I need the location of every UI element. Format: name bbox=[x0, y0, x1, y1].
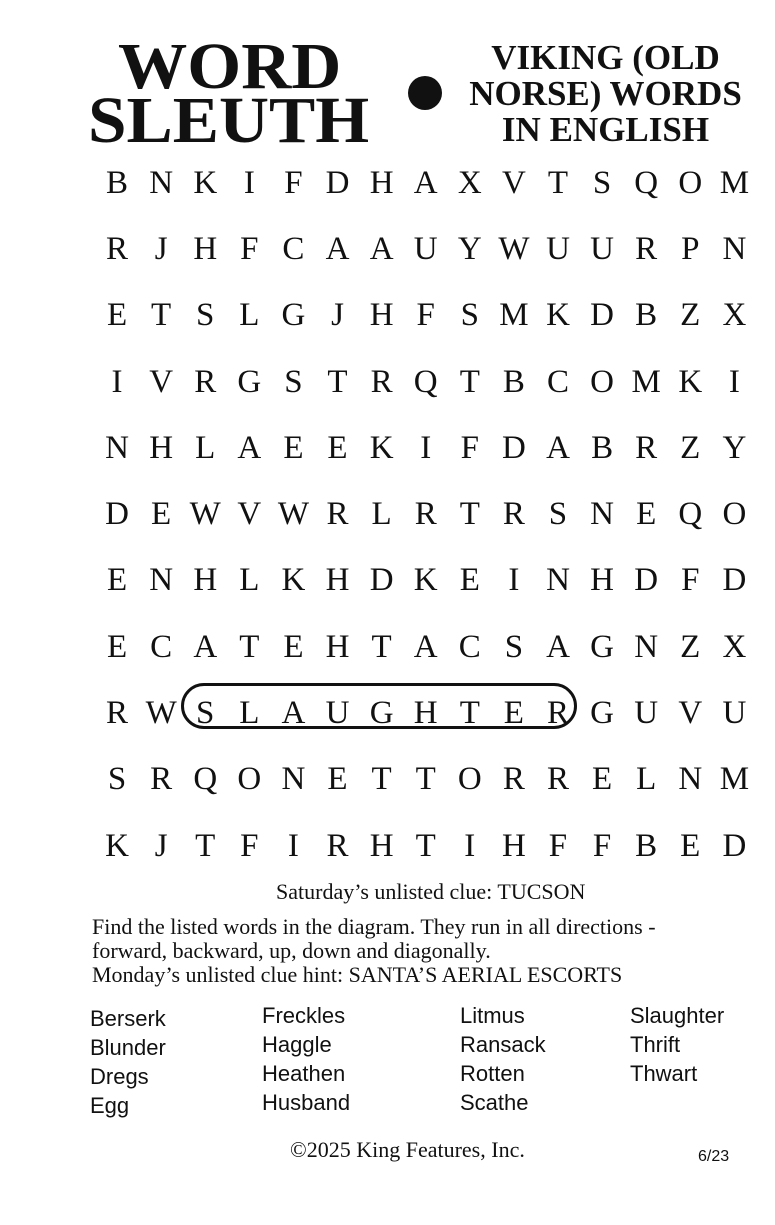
grid-cell[interactable]: H bbox=[193, 562, 218, 599]
grid-cell[interactable]: H bbox=[590, 562, 614, 599]
grid-cell[interactable]: Q bbox=[413, 363, 438, 400]
grid-cell[interactable]: G bbox=[590, 695, 614, 732]
grid-cell[interactable]: C bbox=[282, 230, 305, 267]
grid-row bbox=[95, 747, 757, 813]
grid-cell[interactable]: B bbox=[106, 164, 129, 201]
grid-cell[interactable]: S bbox=[592, 164, 612, 201]
instructions bbox=[92, 915, 752, 987]
grid-cell[interactable]: F bbox=[416, 297, 435, 334]
grid-cell[interactable]: O bbox=[722, 496, 747, 533]
grid-cell[interactable]: D bbox=[501, 429, 526, 466]
grid-cell[interactable]: E bbox=[459, 562, 480, 599]
grid-cell[interactable]: A bbox=[413, 164, 438, 201]
word-list-column-4 bbox=[630, 1001, 724, 1088]
subtitle-line-2: NORSE) WORDS bbox=[469, 74, 742, 113]
grid-cell[interactable]: B bbox=[502, 363, 525, 400]
title-line-2: SLEUTH bbox=[88, 84, 370, 157]
grid-cell[interactable]: R bbox=[326, 827, 349, 864]
grid-cell[interactable]: V bbox=[237, 496, 262, 533]
grid-cell[interactable]: K bbox=[105, 827, 129, 864]
grid-cell[interactable]: E bbox=[283, 429, 304, 466]
grid-cell[interactable]: I bbox=[464, 827, 476, 864]
grid-row bbox=[95, 150, 757, 216]
grid-cell[interactable]: F bbox=[284, 164, 303, 201]
grid-cell[interactable]: L bbox=[636, 761, 657, 798]
grid-cell[interactable]: C bbox=[458, 628, 481, 665]
grid-row bbox=[95, 614, 757, 680]
instructions-line-1: Find the listed words in the diagram. They run in all directions - bbox=[92, 914, 656, 939]
grid-cell[interactable]: K bbox=[369, 429, 394, 466]
grid-cell[interactable]: N bbox=[634, 628, 659, 665]
grid-cell[interactable]: S bbox=[460, 297, 479, 334]
grid-cell[interactable]: D bbox=[722, 827, 747, 864]
grid-cell[interactable]: J bbox=[154, 230, 168, 267]
grid-cell[interactable]: W bbox=[145, 695, 177, 732]
monday-clue: Monday’s unlisted clue hint: SANTA’S AERIAL ESCORTS bbox=[92, 962, 623, 987]
grid-cell[interactable]: C bbox=[546, 363, 569, 400]
grid-cell[interactable]: G bbox=[590, 628, 614, 665]
grid-cell[interactable]: U bbox=[722, 695, 747, 732]
grid-cell[interactable]: N bbox=[722, 230, 747, 267]
grid-cell[interactable]: X bbox=[722, 628, 747, 665]
grid-cell[interactable]: E bbox=[680, 827, 701, 864]
grid-cell[interactable]: H bbox=[369, 164, 394, 201]
grid-cell[interactable]: U bbox=[590, 230, 614, 267]
grid-cell[interactable]: H bbox=[501, 827, 526, 864]
grid-cell[interactable]: G bbox=[237, 363, 262, 400]
grid-cell[interactable]: W bbox=[277, 496, 309, 533]
word-list-item: Scathe bbox=[460, 1090, 529, 1115]
grid-cell[interactable]: Y bbox=[457, 230, 482, 267]
grid-cell[interactable]: E bbox=[283, 628, 304, 665]
instructions-line-2: forward, backward, up, down and diagonally. bbox=[92, 938, 491, 963]
grid-cell[interactable]: F bbox=[592, 827, 612, 864]
word-list-column-3 bbox=[460, 1001, 546, 1117]
grid-cell[interactable]: R bbox=[502, 496, 525, 533]
grid-cell[interactable]: R bbox=[546, 761, 569, 798]
grid-cell[interactable]: D bbox=[325, 164, 350, 201]
grid-cell[interactable]: K bbox=[193, 164, 218, 201]
word-list-item: Egg bbox=[90, 1093, 130, 1118]
word-list-item: Thwart bbox=[630, 1061, 698, 1086]
grid-cell[interactable]: O bbox=[457, 761, 482, 798]
grid-cell[interactable]: D bbox=[722, 562, 747, 599]
grid-cell[interactable]: S bbox=[107, 761, 127, 798]
grid-cell[interactable]: I bbox=[243, 164, 255, 201]
grid-cell[interactable]: N bbox=[149, 164, 174, 201]
grid-cell[interactable]: U bbox=[634, 695, 659, 732]
saturday-clue: Saturday’s unlisted clue: TUCSON bbox=[276, 879, 586, 904]
grid-cell[interactable]: A bbox=[193, 628, 218, 665]
grid-cell[interactable]: B bbox=[635, 827, 658, 864]
grid-cell[interactable]: C bbox=[150, 628, 173, 665]
grid-cell[interactable]: I bbox=[508, 562, 520, 599]
grid-cell[interactable]: V bbox=[501, 164, 526, 201]
grid-cell[interactable]: K bbox=[413, 562, 438, 599]
grid-cell[interactable]: F bbox=[681, 562, 700, 599]
grid-cell[interactable]: O bbox=[678, 164, 703, 201]
grid-cell[interactable]: A bbox=[281, 695, 306, 732]
grid-cell[interactable]: A bbox=[546, 628, 570, 665]
grid-cell[interactable]: U bbox=[413, 230, 438, 267]
grid-cell[interactable]: X bbox=[457, 164, 482, 201]
grid-cell[interactable]: N bbox=[281, 761, 306, 798]
grid-cell[interactable]: A bbox=[369, 230, 394, 267]
grid-cell[interactable]: D bbox=[634, 562, 659, 599]
grid-cell[interactable]: S bbox=[504, 628, 524, 665]
grid-cell[interactable]: N bbox=[105, 429, 129, 466]
grid-cell[interactable]: H bbox=[369, 827, 394, 864]
grid-cell[interactable]: M bbox=[631, 363, 661, 400]
grid-cell[interactable]: N bbox=[149, 562, 174, 599]
grid-cell[interactable]: I bbox=[728, 363, 740, 400]
word-list-item: Heathen bbox=[262, 1061, 346, 1086]
grid-cell[interactable]: Z bbox=[680, 628, 701, 665]
grid-cell[interactable]: R bbox=[414, 496, 437, 533]
grid-cell[interactable]: L bbox=[239, 297, 260, 334]
word-list-column-1 bbox=[90, 1004, 166, 1120]
grid-cell[interactable]: E bbox=[503, 695, 524, 732]
word-list-item: Haggle bbox=[262, 1032, 332, 1057]
grid-cell[interactable]: U bbox=[325, 695, 350, 732]
grid-cell[interactable]: E bbox=[106, 562, 128, 599]
grid-cell[interactable]: U bbox=[546, 230, 570, 267]
grid-row bbox=[95, 349, 757, 415]
grid-cell[interactable]: D bbox=[105, 496, 129, 533]
word-list-item: Freckles bbox=[262, 1003, 346, 1028]
grid-cell[interactable]: E bbox=[106, 628, 128, 665]
grid-cell[interactable]: L bbox=[239, 562, 260, 599]
subtitle-line-1: VIKING (OLD bbox=[491, 38, 720, 77]
word-list-item: Thrift bbox=[630, 1032, 681, 1057]
grid-cell[interactable]: F bbox=[460, 429, 479, 466]
grid-cell[interactable]: G bbox=[369, 695, 394, 732]
page-date: 6/23 bbox=[698, 1148, 730, 1165]
grid-cell[interactable]: Z bbox=[680, 429, 701, 466]
grid-cell[interactable]: N bbox=[590, 496, 614, 533]
grid-row bbox=[95, 283, 757, 349]
grid-row bbox=[95, 216, 757, 282]
grid-cell[interactable]: T bbox=[371, 761, 392, 798]
grid-cell[interactable]: M bbox=[499, 297, 529, 334]
grid-cell[interactable]: T bbox=[327, 363, 348, 400]
grid-cell[interactable]: L bbox=[371, 496, 392, 533]
word-list-item: Dregs bbox=[90, 1064, 149, 1089]
grid-cell[interactable]: E bbox=[327, 429, 348, 466]
grid-cell[interactable]: B bbox=[591, 429, 614, 466]
grid-cell[interactable]: S bbox=[548, 496, 568, 533]
word-list-item: Ransack bbox=[460, 1032, 546, 1057]
grid-cell[interactable]: E bbox=[591, 761, 613, 798]
grid-cell[interactable]: O bbox=[237, 761, 262, 798]
grid-cell[interactable]: T bbox=[239, 628, 260, 665]
grid-cell[interactable]: E bbox=[151, 496, 172, 533]
grid-cell[interactable]: A bbox=[546, 429, 570, 466]
grid-cell[interactable]: P bbox=[681, 230, 700, 267]
grid-cell[interactable]: M bbox=[719, 761, 750, 798]
grid-cell[interactable]: F bbox=[240, 827, 259, 864]
grid-cell[interactable]: E bbox=[636, 496, 657, 533]
grid-row bbox=[95, 481, 757, 547]
grid-cell[interactable]: X bbox=[722, 297, 747, 334]
grid-cell[interactable]: T bbox=[459, 363, 480, 400]
grid-cell[interactable]: Z bbox=[680, 297, 701, 334]
word-list-item: Slaughter bbox=[630, 1003, 725, 1028]
word-list-item: Rotten bbox=[460, 1061, 525, 1086]
word-list-item: Blunder bbox=[90, 1035, 166, 1060]
grid-cell[interactable]: R bbox=[106, 230, 129, 267]
grid-cell[interactable]: F bbox=[240, 230, 259, 267]
grid-cell[interactable]: B bbox=[635, 297, 658, 334]
grid-cell[interactable]: H bbox=[325, 562, 350, 599]
grid-cell[interactable]: F bbox=[548, 827, 568, 864]
grid-cell[interactable]: T bbox=[151, 297, 172, 334]
grid-cell[interactable]: T bbox=[459, 496, 480, 533]
grid-cell[interactable]: E bbox=[327, 761, 348, 798]
grid-cell[interactable]: H bbox=[369, 297, 394, 334]
grid-cell[interactable]: I bbox=[287, 827, 299, 864]
grid-cell[interactable]: A bbox=[413, 628, 438, 665]
word-list-column-2 bbox=[262, 1001, 350, 1117]
grid-cell[interactable]: S bbox=[196, 695, 215, 732]
grid-cell[interactable]: H bbox=[193, 230, 218, 267]
word-list-item: Berserk bbox=[90, 1006, 166, 1031]
copyright-notice: ©2025 King Features, Inc. bbox=[290, 1137, 525, 1162]
subtitle-line-3: IN ENGLISH bbox=[501, 110, 710, 149]
grid-row bbox=[95, 548, 757, 614]
grid-cell[interactable]: R bbox=[502, 761, 525, 798]
grid-cell[interactable]: D bbox=[590, 297, 614, 334]
grid-cell[interactable]: T bbox=[459, 695, 480, 732]
grid-cell[interactable]: T bbox=[415, 761, 436, 798]
grid-cell[interactable]: T bbox=[195, 827, 216, 864]
grid-cell[interactable]: R bbox=[326, 496, 349, 533]
letter-grid[interactable] bbox=[95, 150, 757, 880]
found-word-circle bbox=[181, 683, 577, 732]
grid-cell[interactable]: R bbox=[546, 695, 569, 732]
grid-cell[interactable]: L bbox=[195, 429, 216, 466]
word-list-item: Husband bbox=[262, 1090, 351, 1115]
bullet-dot bbox=[408, 76, 442, 110]
puzzle-subtitle bbox=[448, 40, 763, 148]
grid-cell[interactable]: O bbox=[590, 363, 614, 400]
grid-cell[interactable]: Q bbox=[634, 164, 659, 201]
grid-cell[interactable]: J bbox=[154, 827, 168, 864]
grid-cell[interactable]: H bbox=[325, 628, 350, 665]
grid-cell[interactable]: R bbox=[194, 363, 217, 400]
grid-row bbox=[95, 415, 757, 481]
grid-cell[interactable]: Q bbox=[193, 761, 218, 798]
grid-cell[interactable]: I bbox=[111, 363, 123, 400]
grid-cell[interactable]: L bbox=[239, 695, 260, 732]
grid-cell[interactable]: V bbox=[678, 695, 703, 732]
grid-cell[interactable]: T bbox=[547, 164, 569, 201]
grid-cell[interactable]: T bbox=[371, 628, 392, 665]
grid-cell[interactable]: G bbox=[281, 297, 306, 334]
grid-cell[interactable]: R bbox=[150, 761, 173, 798]
grid-cell[interactable]: R bbox=[635, 429, 658, 466]
word-list-item: Litmus bbox=[460, 1003, 525, 1028]
grid-cell[interactable]: H bbox=[413, 695, 438, 732]
grid-cell[interactable]: Y bbox=[722, 429, 747, 466]
grid-cell[interactable]: K bbox=[281, 562, 306, 599]
grid-cell[interactable]: H bbox=[149, 429, 174, 466]
grid-cell[interactable]: Q bbox=[678, 496, 703, 533]
grid-cell[interactable]: J bbox=[331, 297, 344, 334]
grid-cell[interactable]: R bbox=[106, 695, 129, 732]
grid-cell[interactable]: S bbox=[196, 297, 215, 334]
grid-cell[interactable]: D bbox=[369, 562, 394, 599]
grid-cell[interactable]: T bbox=[415, 827, 436, 864]
grid-cell[interactable]: N bbox=[678, 761, 703, 798]
title-line-1: WORD bbox=[118, 30, 342, 103]
grid-cell[interactable]: K bbox=[546, 297, 570, 334]
grid-cell[interactable]: A bbox=[237, 429, 262, 466]
grid-cell[interactable]: S bbox=[284, 363, 303, 400]
grid-cell[interactable]: E bbox=[106, 297, 128, 334]
grid-cell[interactable]: K bbox=[678, 363, 703, 400]
grid-cell[interactable]: A bbox=[325, 230, 350, 267]
grid-cell[interactable]: R bbox=[635, 230, 658, 267]
grid-cell[interactable]: R bbox=[370, 363, 393, 400]
grid-cell[interactable]: I bbox=[420, 429, 432, 466]
grid-cell[interactable]: V bbox=[149, 363, 174, 400]
grid-row bbox=[95, 813, 757, 879]
grid-cell[interactable]: M bbox=[719, 164, 750, 201]
grid-cell[interactable]: N bbox=[546, 562, 570, 599]
grid-cell[interactable]: W bbox=[498, 230, 530, 267]
grid-cell[interactable]: W bbox=[189, 496, 221, 533]
